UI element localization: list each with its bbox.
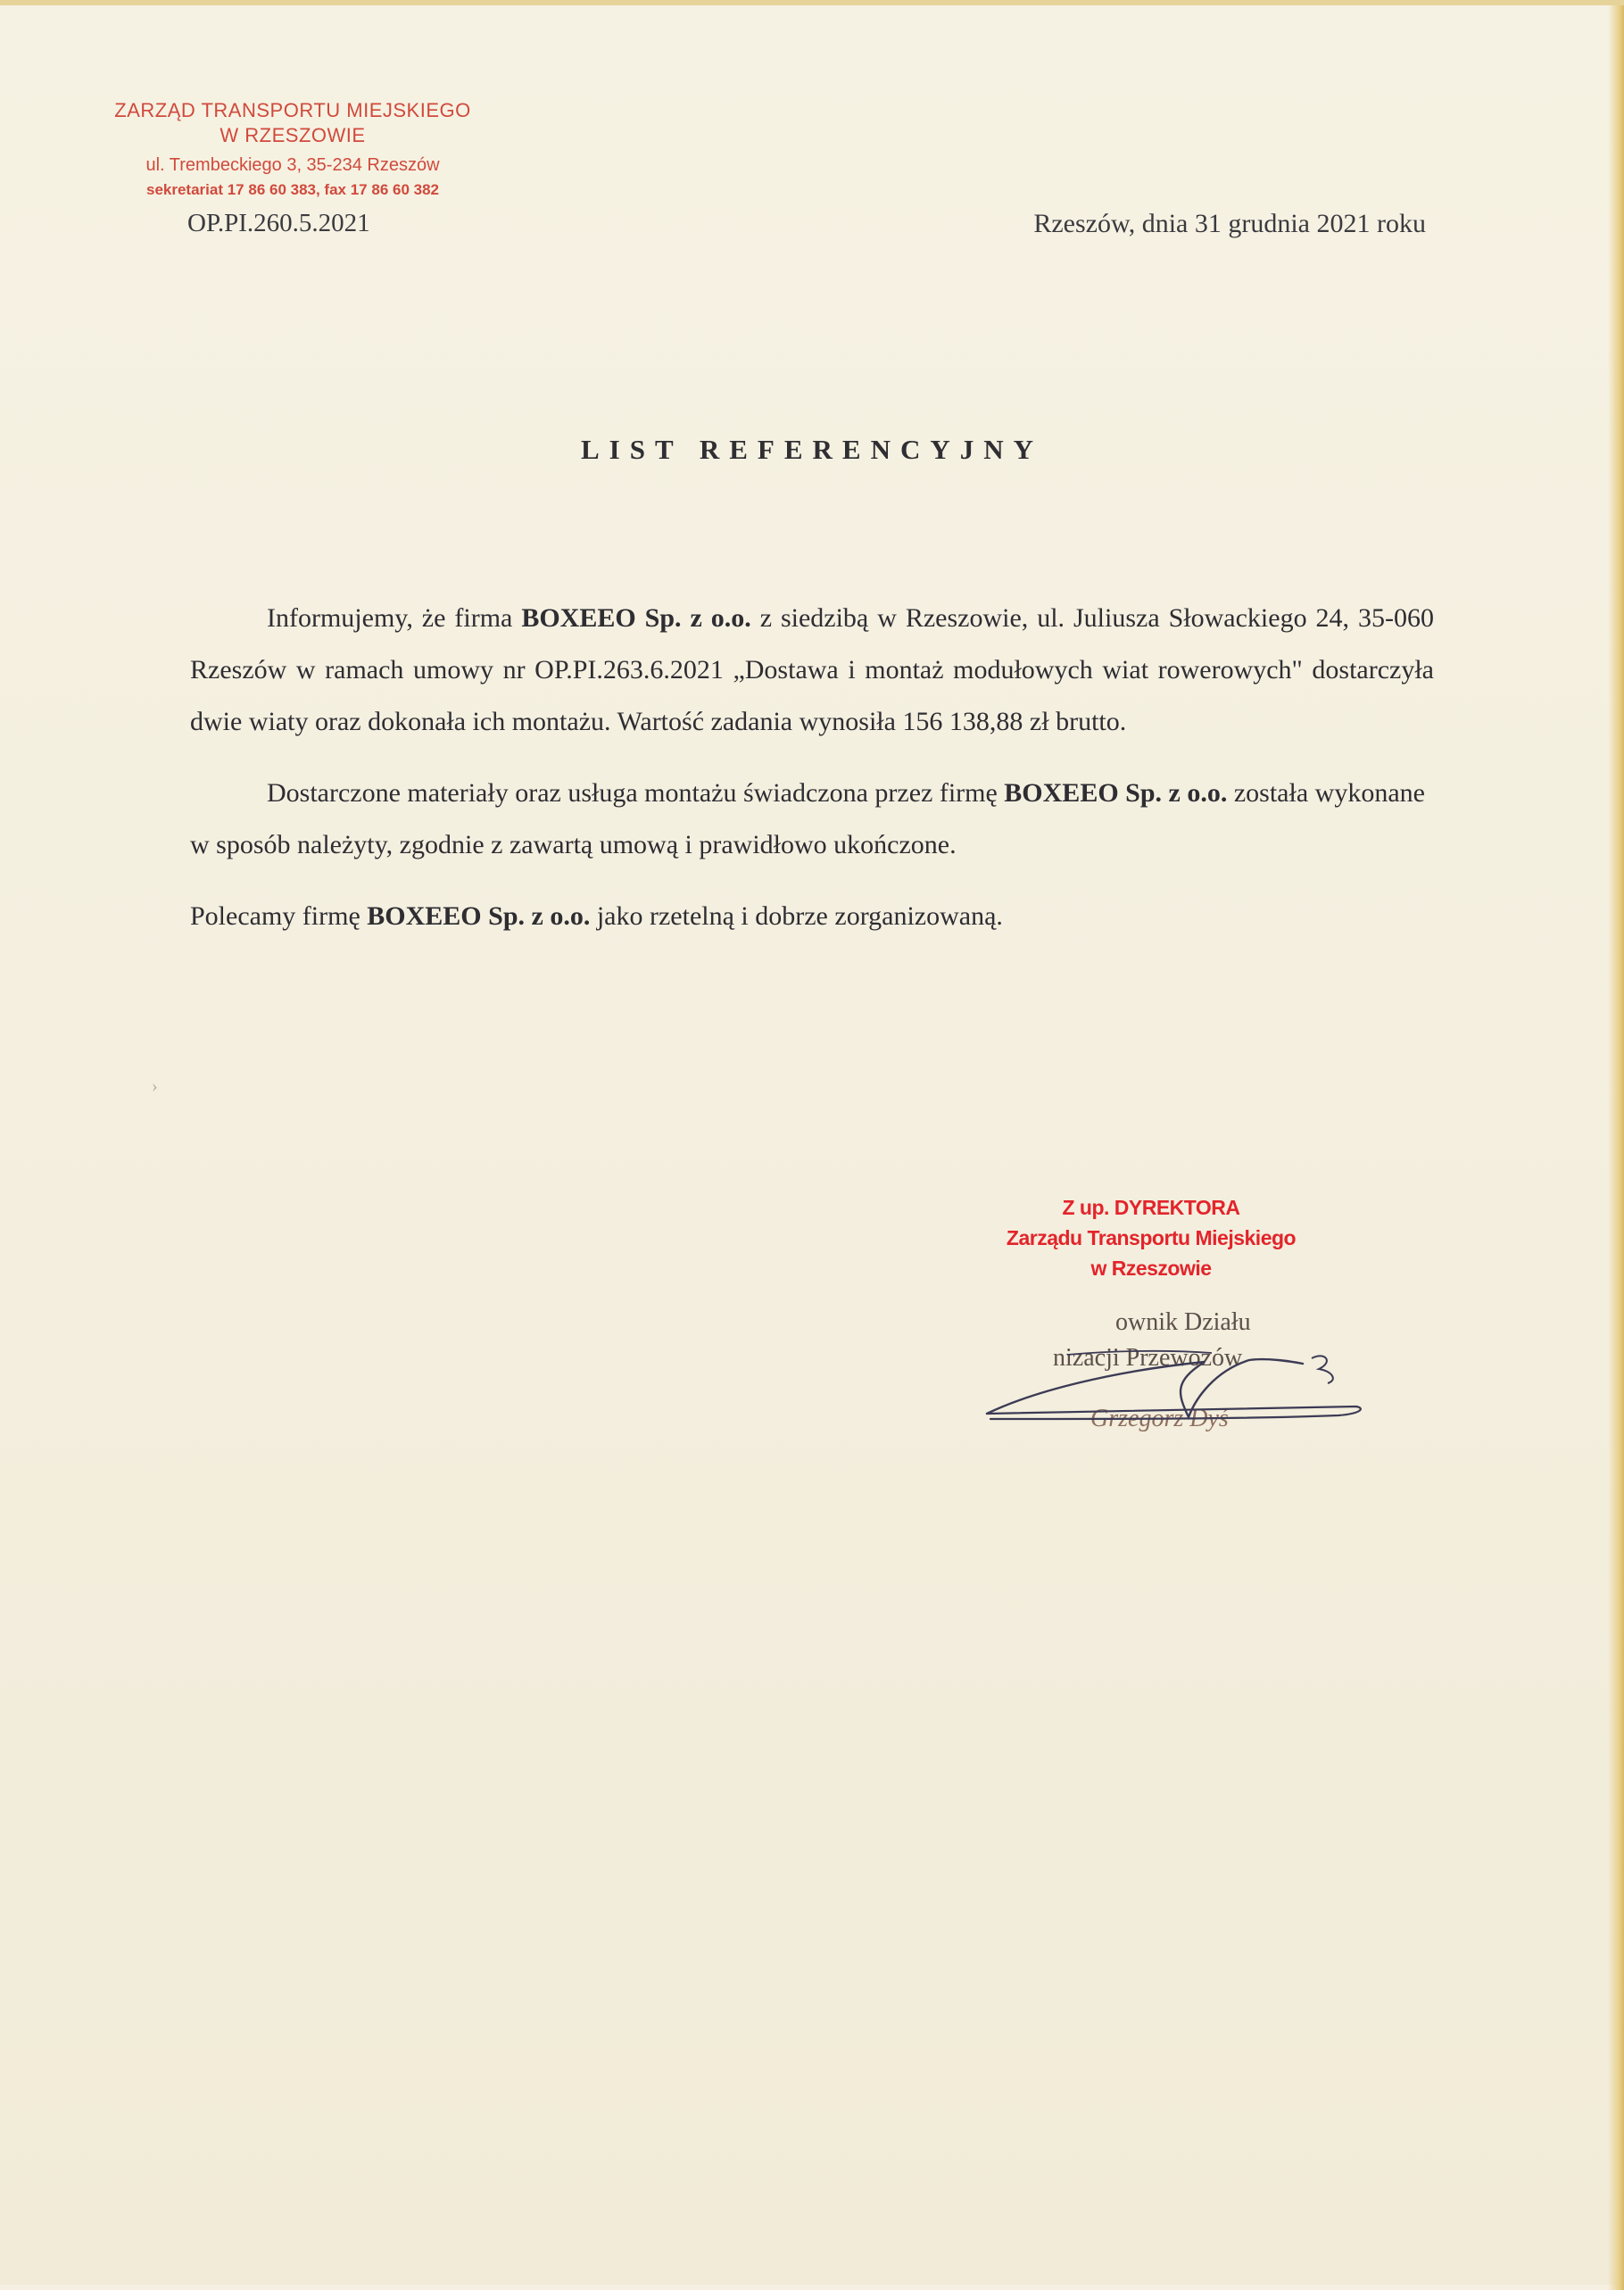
letterhead-org-name: ZARZĄD TRANSPORTU MIEJSKIEGO [114,99,471,121]
paragraph-3-text-b: jako rzetelną i dobrze zorganizowaną. [590,901,1003,931]
company-name: BOXEEO Sp. z o.o. [1004,778,1228,808]
letterhead-city: W RZESZOWIE [220,124,366,146]
signature-block [982,1308,1392,1451]
signatory-role-line-2: nizacji Przewozów [1053,1344,1243,1372]
stamp-line-2: Zarządu Transportu Miejskiego [1006,1226,1297,1249]
paragraph-1 [190,593,1434,748]
date-line: Rzeszów, dnia 31 grudnia 2021 roku [1033,209,1426,238]
paragraph-2-text-a: Dostarczone materiały oraz usługa montażu świadczona przez firmę [267,778,1005,808]
paragraph-1-text-a: Informujemy, że firma [267,603,522,633]
paragraph-3 [190,891,1434,942]
paragraph-2 [190,767,1434,871]
letter-body [190,593,1434,942]
reference-number: OP.PI.260.5.2021 [187,209,370,237]
handwritten-signature [982,1308,1392,1451]
letterhead-stamp [105,98,480,202]
document-title: LIST REFERENCYJNY [580,434,1044,465]
stamp-line-3: w Rzeszowie [1090,1257,1212,1280]
faint-mark: › [152,1076,158,1096]
paper-edge [1608,5,1624,2290]
paragraph-2-text-b: została wykonane w sposób należyty, zgodnie z zawartą umową i prawidłowo ukończone. [190,778,1425,859]
paragraph-1-text-b: z siedzibą w Rzeszowie, ul. Juliusza Słowackiego 24, 35-060 Rzeszów w ramach umowy nr OP.PI.263.6.2021 „Dostawa i montaż modułowych wiat rowerowych" dostarczyła dwie wiaty oraz dokonała ich montażu. Wartość zadania wynosiła 156 138,88 zł brutto. [190,603,1434,736]
paragraph-3-text-a: Polecamy firmę [190,901,368,931]
signatory-name: Grzegorz Dyś [1090,1405,1229,1432]
letterhead-address: ul. Trembeckiego 3, 35-234 Rzeszów [145,155,440,175]
letterhead-phone: sekretariat 17 86 60 383, fax 17 86 60 382 [146,181,439,198]
company-name: BOXEEO Sp. z o.o. [521,603,751,633]
stamp-line-1: Z up. DYREKTORA [1062,1196,1240,1219]
signatory-role-line-1: ownik Działu [1115,1308,1251,1336]
signature-stamp [982,1192,1321,1283]
company-name: BOXEEO Sp. z o.o. [367,901,591,931]
